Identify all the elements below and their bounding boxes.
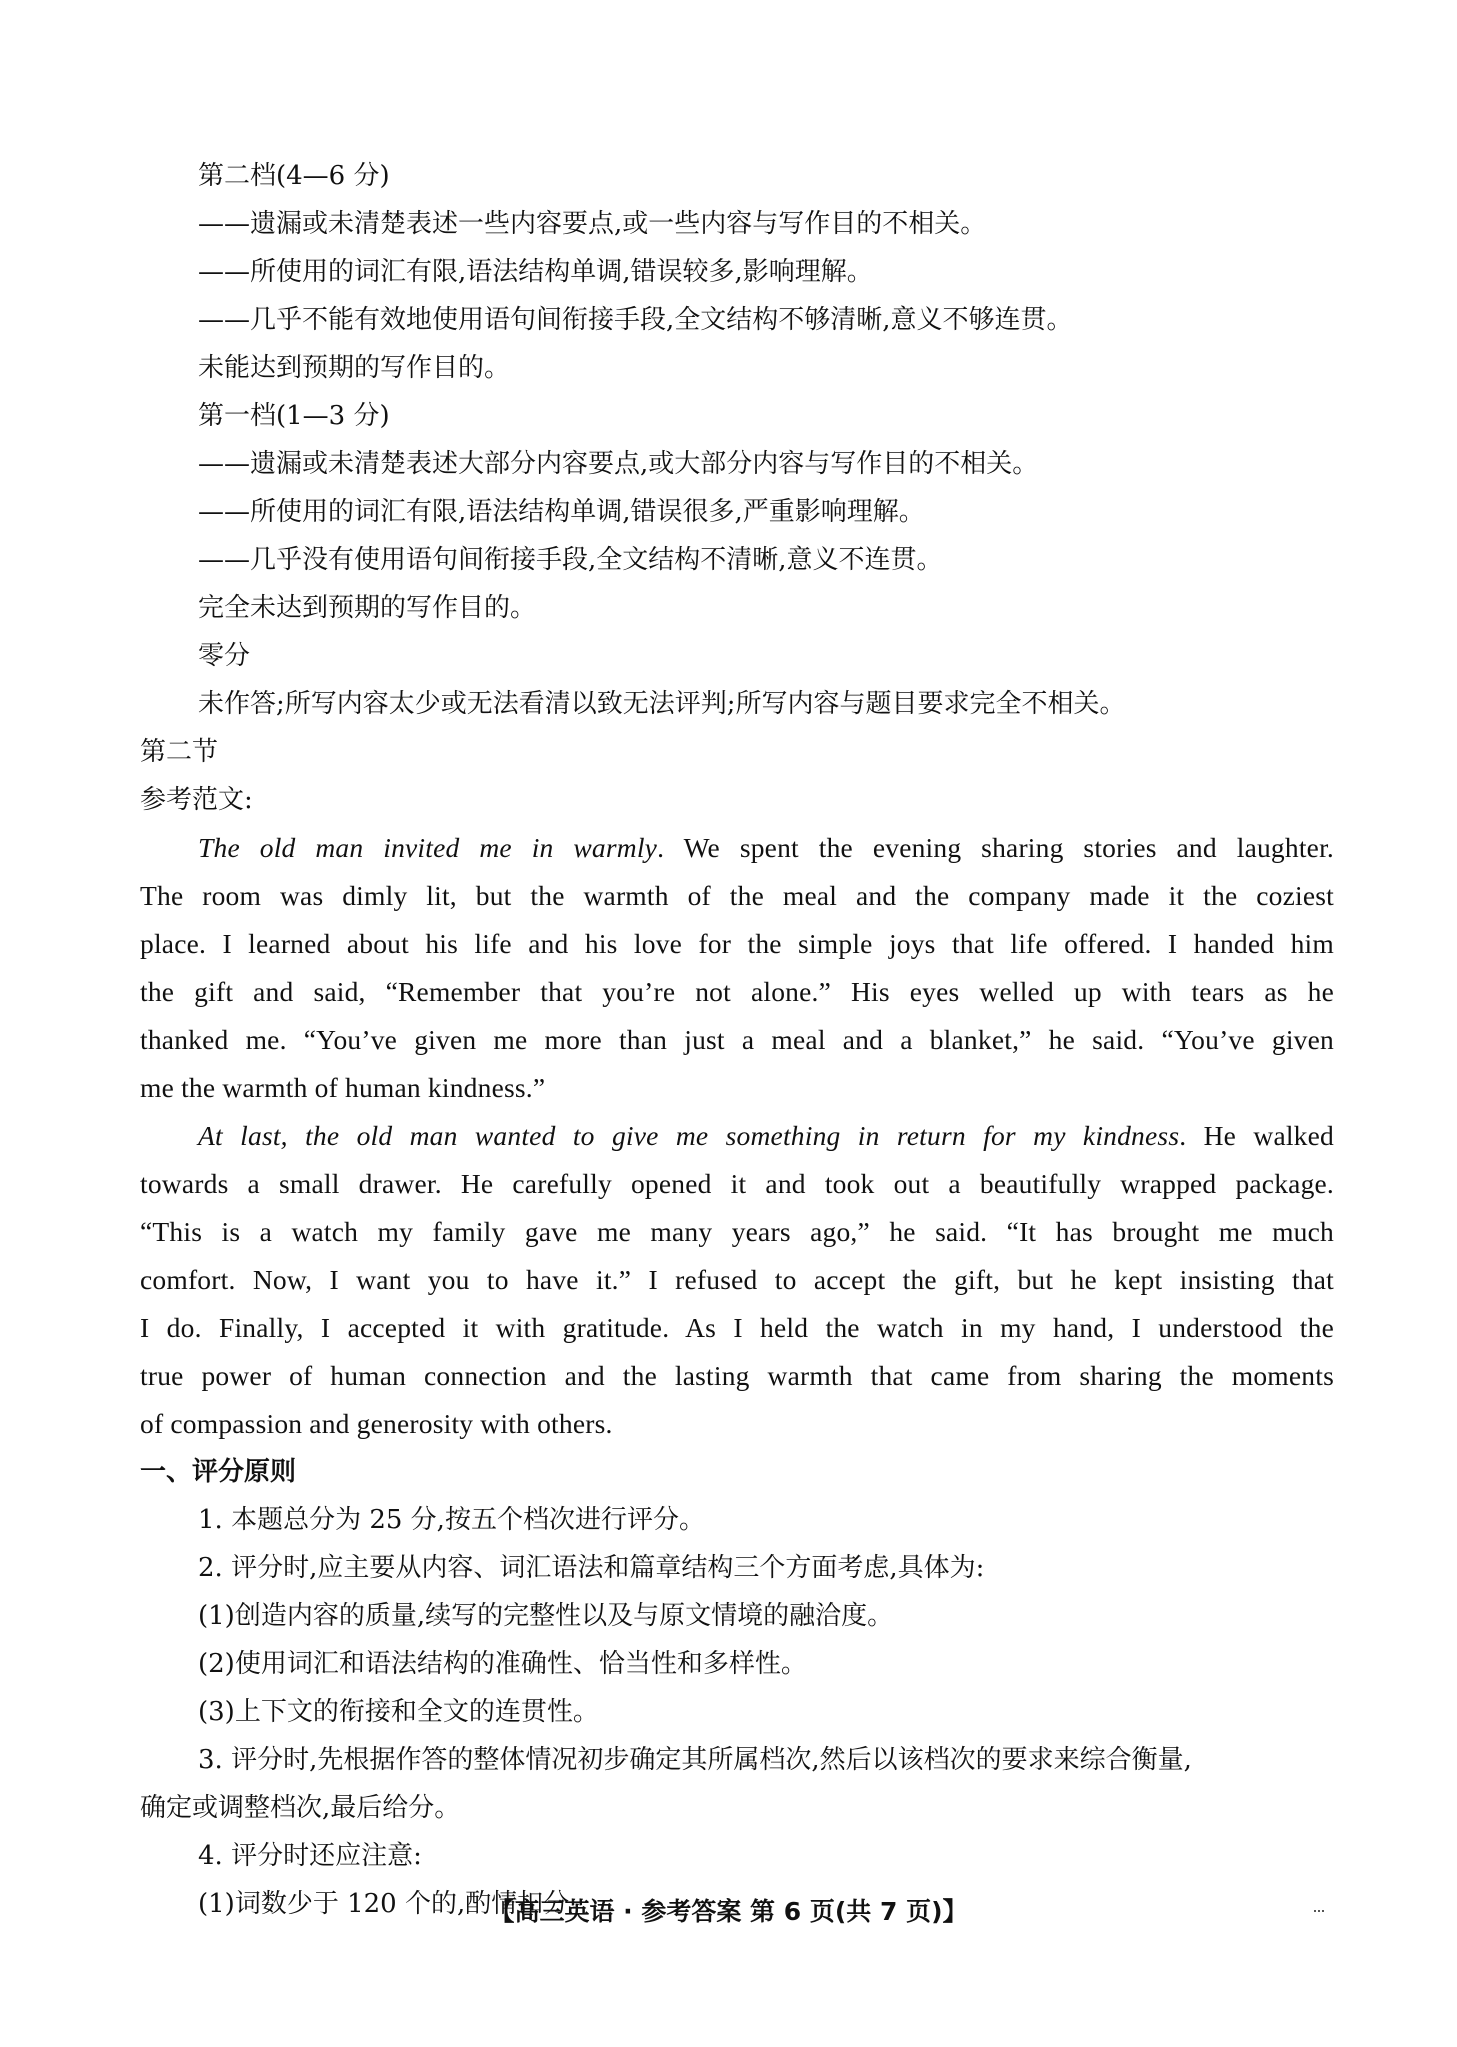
level-2-heading: 第二档(4—6 分) bbox=[198, 161, 390, 191]
essay-paragraph-2 bbox=[140, 1112, 1334, 1448]
principle-item: (3)上下文的衔接和全文的连贯性。 bbox=[198, 1697, 599, 1727]
principle-item: (1)创造内容的质量,续写的完整性以及与原文情境的融洽度。 bbox=[198, 1601, 894, 1631]
essay-line: of compassion and generosity with others. bbox=[140, 1408, 613, 1439]
essay-given-opening-1: The old man invited me in warmly bbox=[198, 832, 658, 863]
level-2-summary: 未能达到预期的写作目的。 bbox=[198, 353, 511, 383]
essay-paragraph-1 bbox=[140, 824, 1334, 1112]
level-1-criterion-2: ——所使用的词汇有限,语法结构单调,错误很多,严重影响理解。 bbox=[198, 497, 925, 527]
principle-item: 1. 本题总分为 25 分,按五个档次进行评分。 bbox=[198, 1505, 705, 1535]
essay-line: I do. Finally, I accepted it with gratitude. As I held the watch in my hand, I understood the bbox=[140, 1312, 1334, 1343]
section-title: 第二节 bbox=[140, 737, 219, 767]
principle-item: (1)词数少于 120 个的,酌情扣分。 bbox=[198, 1889, 596, 1919]
level-1-summary: 完全未达到预期的写作目的。 bbox=[198, 593, 537, 623]
sample-essay-label: 参考范文: bbox=[140, 785, 253, 815]
principle-item-continuation: 确定或调整档次,最后给分。 bbox=[140, 1793, 461, 1823]
essay-line: comfort. Now, I want you to have it.” I refused to accept the gift, but he kept insisting that bbox=[140, 1264, 1334, 1295]
level-2-criterion-2: ——所使用的词汇有限,语法结构单调,错误较多,影响理解。 bbox=[198, 257, 873, 287]
essay-line: The room was dimly lit, but the warmth of the meal and the company made it the coziest bbox=[140, 880, 1334, 911]
principle-item: 3. 评分时,先根据作答的整体情况初步确定其所属档次,然后以该档次的要求来综合衡量, bbox=[198, 1745, 1192, 1775]
essay-line: thanked me. “You’ve given me more than just a meal and a blanket,” he said. “You’ve given bbox=[140, 1024, 1334, 1055]
principle-item: 2. 评分时,应主要从内容、词汇语法和篇章结构三个方面考虑,具体为: bbox=[198, 1553, 985, 1583]
principle-item: (2)使用词汇和语法结构的准确性、恰当性和多样性。 bbox=[198, 1649, 807, 1679]
level-2-criterion-1: ——遗漏或未清楚表述一些内容要点,或一些内容与写作目的不相关。 bbox=[198, 209, 987, 239]
level-1-criterion-1: ——遗漏或未清楚表述大部分内容要点,或大部分内容与写作目的不相关。 bbox=[198, 449, 1039, 479]
level-1-heading: 第一档(1—3 分) bbox=[198, 401, 390, 431]
page-content bbox=[140, 152, 1334, 1928]
essay-line: true power of human connection and the lasting warmth that came from sharing the moments bbox=[140, 1360, 1334, 1391]
essay-line: The old man invited me in warmly. We spent the evening sharing stories and laughter. bbox=[198, 832, 1334, 863]
essay-line: At last, the old man wanted to give me something in return for my kindness. He walked bbox=[198, 1120, 1334, 1151]
level-2-criterion-3: ——几乎不能有效地使用语句间衔接手段,全文结构不够清晰,意义不够连贯。 bbox=[198, 305, 1073, 335]
essay-given-opening-2: At last, the old man wanted to give me something in return for my kindness bbox=[198, 1120, 1180, 1151]
essay-line: me the warmth of human kindness.” bbox=[140, 1072, 546, 1103]
level-1-criterion-3: ——几乎没有使用语句间衔接手段,全文结构不清晰,意义不连贯。 bbox=[198, 545, 943, 575]
page-footer: 【高三英语 · 参考答案 第 6 页(共 7 页)】 bbox=[489, 1897, 968, 1926]
zero-score-heading: 零分 bbox=[198, 641, 251, 671]
essay-line: the gift and said, “Remember that you’re not alone.” His eyes welled up with tears as he bbox=[140, 976, 1334, 1007]
principle-item: 4. 评分时还应注意: bbox=[198, 1841, 422, 1871]
scoring-principles-heading: 一、评分原则 bbox=[140, 1457, 297, 1487]
essay-line: towards a small drawer. He carefully opened it and took out a beautifully wrapped package. bbox=[140, 1168, 1334, 1199]
essay-line: “This is a watch my family gave me many years ago,” he said. “It has brought me much bbox=[140, 1216, 1334, 1247]
essay-line: place. I learned about his life and his love for the simple joys that life offered. I handed him bbox=[140, 928, 1334, 959]
zero-score-criterion: 未作答;所写内容太少或无法看清以致无法评判;所写内容与题目要求完全不相关。 bbox=[198, 689, 1126, 719]
scan-mark bbox=[1314, 1910, 1324, 1916]
